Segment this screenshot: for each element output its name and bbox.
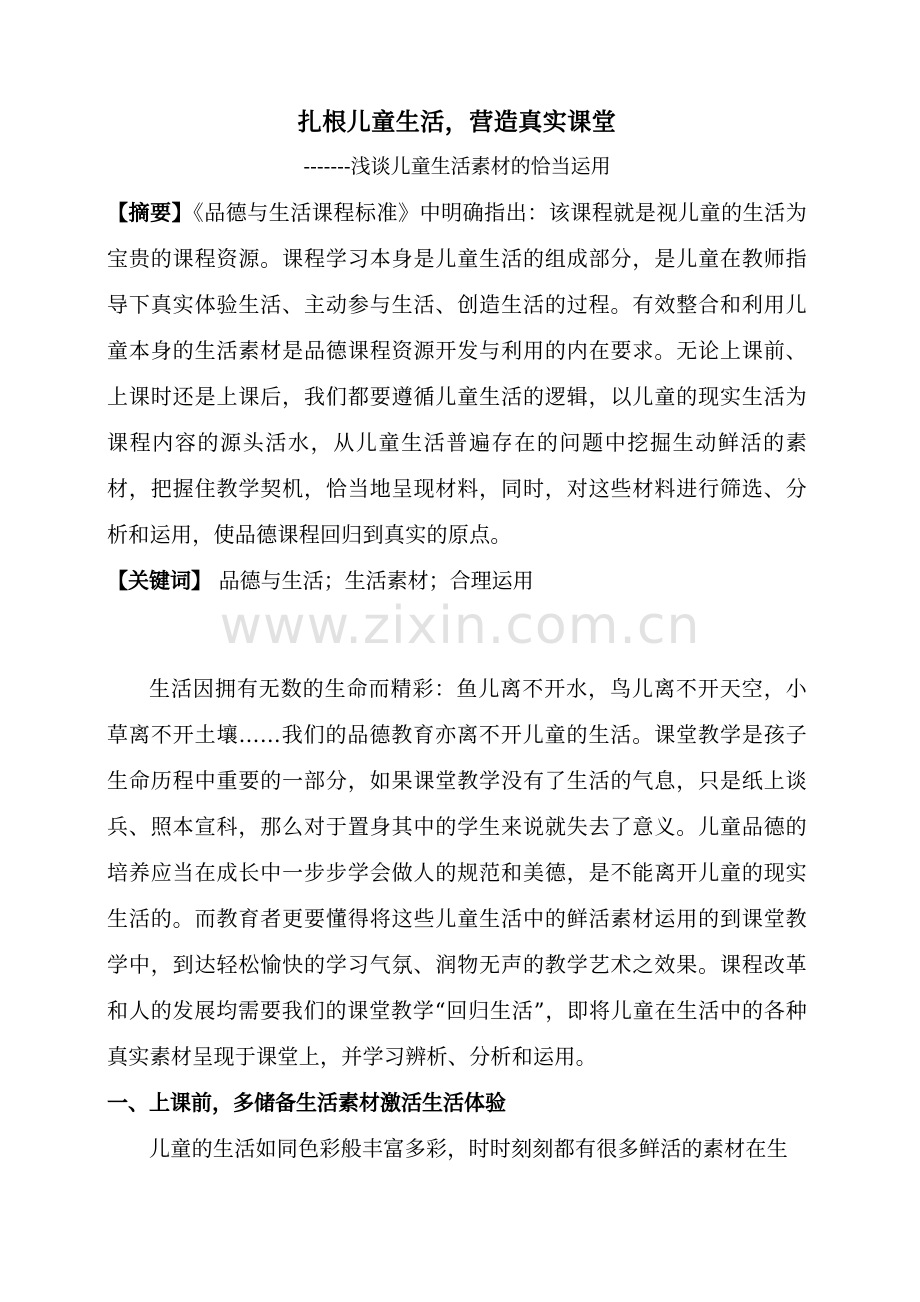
abstract-paragraph <box>107 190 807 558</box>
document-page <box>107 100 807 1172</box>
watermark-text: www.zixin.com.cn <box>219 596 701 656</box>
document-subtitle: -------浅谈儿童生活素材的恰当运用 <box>303 154 611 178</box>
keywords-text: 品德与生活；生活素材；合理运用 <box>212 569 534 593</box>
keywords-paragraph <box>107 558 807 604</box>
abstract-label: 【摘要】 <box>107 200 194 225</box>
body-paragraph: 生活因拥有无数的生命而精彩：鱼儿离不开水，鸟儿离不开天空，小草离不开土壤……我们的品德教育亦离不开儿童的生活。课堂教学是孩子生命历程中重要的一部分，如果课堂教学没有了生活的气息，只是纸上谈兵、照本宣科，那么对于置身其中的学生来说就失去了意义。儿童品德的培养应当在成长中一步步学会做人的规范和美德，是不能离开儿童的现实生活的。而教育者更要懂得将这些儿童生活中的鲜活素材运用的到课堂教学中，到达轻松愉快的学习气氛、润物无声的教学艺术之效果。课程改革和人的发展均需要我们的课堂教学“回归生活”，即将儿童在生活中的各种真实素材呈现于课堂上，并学习辨析、分析和运用。 <box>107 677 807 1069</box>
document-title: 扎根儿童生活，营造真实课堂 <box>297 107 617 136</box>
body-paragraph: 儿童的生活如同色彩般丰富多彩，时时刻刻都有很多鲜活的素材在生 <box>149 1137 788 1161</box>
section-heading: 一、上课前，多储备生活素材激活生活体验 <box>107 1090 506 1115</box>
abstract-text: 《品德与生活课程标准》中明确指出：该课程就是视儿童的生活为宝贵的课程资源。课程学习本身是儿童生活的组成部分，是儿童在教师指导下真实体验生活、主动参与生活、创造生活的过程。有效整合和利用儿童本身的生活素材是品德课程资源开发与利用的内在要求。无论上课前、上课时还是上课后，我们都要遵循儿童生活的逻辑，以儿童的现实生活为课程内容的源头活水，从儿童生活普遍存在的问题中挖掘生动鲜活的素材，把握住教学契机，恰当地呈现材料，同时，对这些材料进行筛选、分析和运用，使品德课程回归到真实的原点。 <box>107 201 807 547</box>
keywords-label: 【关键词】 <box>107 568 212 593</box>
